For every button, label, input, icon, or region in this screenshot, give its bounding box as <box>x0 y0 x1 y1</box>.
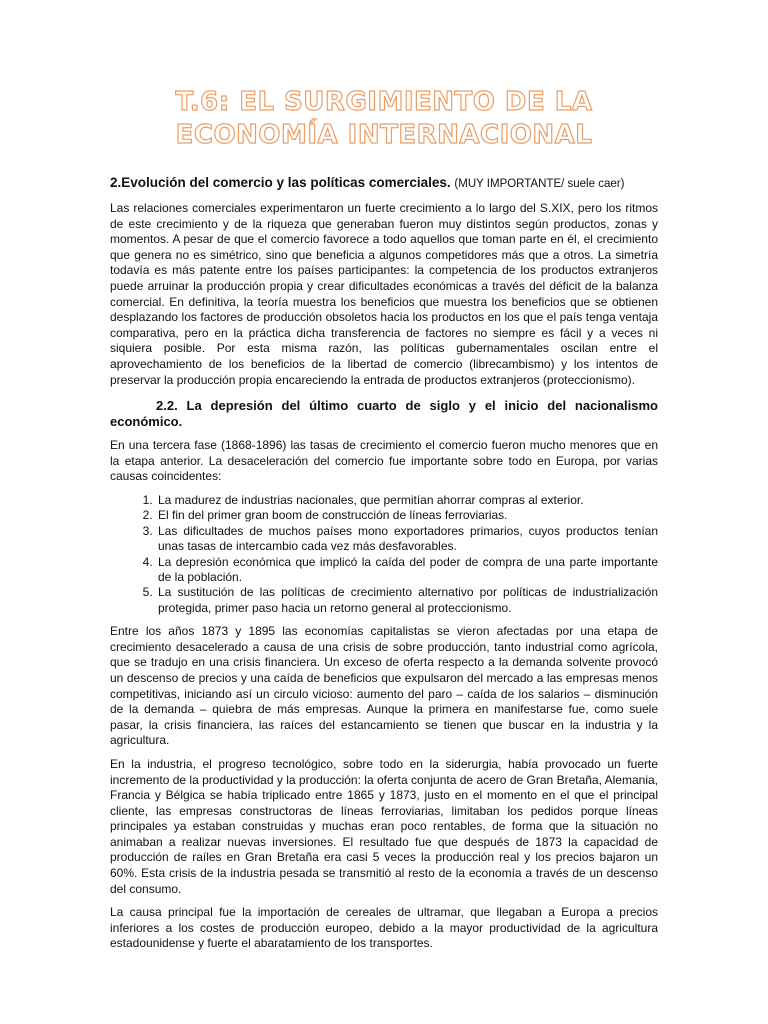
list-item: 1. La madurez de industrias nacionales, que permitían ahorrar compras al exterior. <box>156 493 658 508</box>
list-item: 3. Las dificultades de muchos países mono exportadores primarios, cuyos productos tenían unas tasas de intercambio cada vez más desfavorables. <box>156 524 658 555</box>
page-title-line-1: T.6: EL SURGIMIENTO DE LA <box>175 87 593 117</box>
paragraph-crisis: Entre los años 1873 y 1895 las economías capitalistas se vieron afectadas por una etapa de crecimiento desacelerado a causa de una crisis de sobre producción, tanto industrial como agrícola, que se tradujo en una crisis financiera. Un exceso de oferta respecto a la demanda solvente provocó un descenso de precios y una caída de beneficios que expulsaron del mercado a las empresas menos competitivas, iniciando así un circulo vicioso: aumento del paro – caída de los salarios – disminución de la demanda – quiebra de más empresas. Aunque la primera en manifestarse fue, como suele pasar, la crisis financiera, las raíces del estancamiento se tienen que buscar en la industria y la agricultura. <box>110 624 658 748</box>
subsection-heading: 2.2. La depresión del último cuarto de siglo y el inicio del nacionalismo económico. <box>110 398 658 430</box>
paragraph-agriculture: La causa principal fue la importación de cereales de ultramar, que llegaban a Europa a precios inferiores a los costes de producción europeo, debido a la mayor productividad de la agricultura estadounidense y fuerte el abaratamiento de los transportes. <box>110 905 658 951</box>
section-heading-text: 2.Evolución del comercio y las políticas comerciales. <box>110 175 451 190</box>
paragraph-intro: Las relaciones comerciales experimentaron un fuerte crecimiento a lo largo del S.XIX, pero los ritmos de este crecimiento y de la riqueza que generaban fueron muy distintos según productos, zonas y momentos. A pesar de que el comercio favorece a todo aquellos que toman parte en él, el crecimiento que genera no es simétrico, sino que beneficia a algunos competidores más que a otros. La simetría todavía es más patente entre los países participantes: la competencia de los productos extranjeros puede arruinar la producción propia y crear dificultades económicas a través del déficit de la balanza comercial. En definitiva, la teoría muestra los beneficios que muestra los beneficios que se obtienen desplazando los factores de producción obsoletos hacia los productos en los que el país tenga ventaja comparativa, pero en la práctica dicha transferencia de factores no siempre es fácil y a veces ni siquiera posible. Por esta misma razón, las políticas gubernamentales oscilan entre el aprovechamiento de los beneficios de la libertad de comercio (librecambismo) y los intentos de preservar la producción propia encareciendo la entrada de productos extranjeros (proteccionismo). <box>110 201 658 387</box>
document-page <box>110 0 658 952</box>
page-title-line-2: ECONOMÍA INTERNACIONAL <box>175 120 593 150</box>
list-item: 2. El fin del primer gran boom de construcción de líneas ferroviarias. <box>156 508 658 523</box>
list-item: 4. La depresión económica que implicó la caída del poder de compra de una parte importante de la población. <box>156 555 658 586</box>
section-heading <box>110 174 658 193</box>
list-item: 5. La sustitución de las políticas de crecimiento alternativo por políticas de industrialización protegida, primer paso hacia un retorno general al proteccionismo. <box>156 585 658 616</box>
causes-list <box>110 493 658 616</box>
paragraph-industry: En la industria, el progreso tecnológico, sobre todo en la siderurgia, había provocado un fuerte incremento de la productividad y la producción: la oferta conjunta de acero de Gran Bretaña, Alemania, Francia y Bélgica se había triplicado entre 1865 y 1873, justo en el momento en el que el principal cliente, las empresas constructoras de líneas ferroviarias, limitaban los pedidos porque líneas principales ya estaban construidas y muchas eran poco rentables, de forma que la situación no animaban a realizar nuevas inversiones. El resultado fue que después de 1873 la capacidad de producción de raíles en Gran Bretaña era casi 5 veces la producción real y los precios bajaron un 60%. Esta crisis de la industria pesada se transmitió al resto de la economía a través de un descenso del consumo. <box>110 756 658 896</box>
paragraph-third-phase: En una tercera fase (1868-1896) las tasas de crecimiento el comercio fueron mucho menores que en la etapa anterior. La desaceleración del comercio fue importante sobre todo en Europa, por varias causas coincidentes: <box>110 438 658 484</box>
section-heading-note: (MUY IMPORTANTE/ suele caer) <box>454 178 625 190</box>
page-title <box>110 86 658 152</box>
